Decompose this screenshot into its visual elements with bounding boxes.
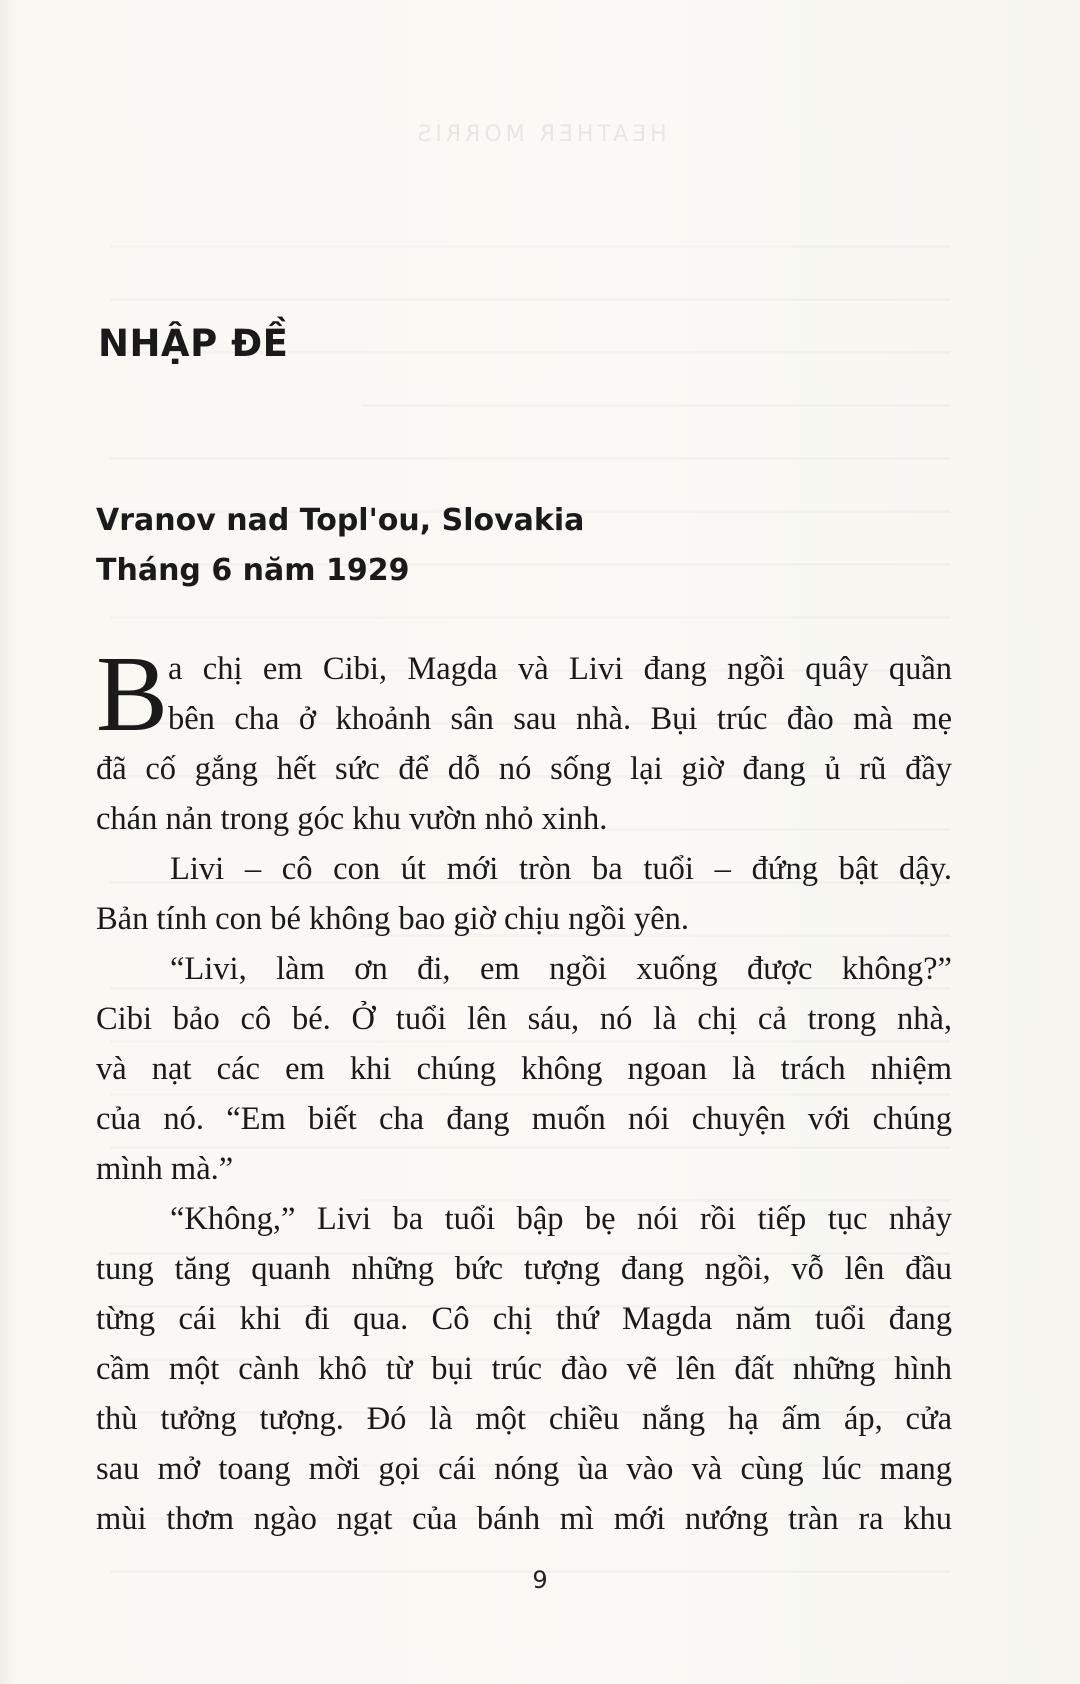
show-through-header: HEATHER MORRIS	[413, 122, 667, 147]
body-line: chán nản trong góc khu vườn nhỏ xinh.	[96, 801, 608, 837]
body-line: “Không,” Livi ba tuổi bập bẹ nói rồi tiếp tục nhảy	[170, 1201, 952, 1237]
body-line-text: a chị em Cibi, Magda và Livi đang ngồi quây quần	[168, 651, 952, 687]
show-through-line	[110, 195, 950, 248]
body-line: và nạt các em khi chúng không ngoan là trách nhiệm	[96, 1051, 952, 1087]
page-number: 9	[532, 1566, 548, 1594]
show-through-line	[110, 407, 950, 460]
drop-cap: B	[96, 635, 169, 754]
body-line: mùi thơm ngào ngạt của bánh mì mới nướng tràn ra khu	[96, 1501, 952, 1537]
chapter-heading: NHẬP ĐỀ	[98, 322, 289, 365]
body-line: sau mở toang mời gọi cái nóng ùa vào và cùng lúc mang	[96, 1451, 952, 1487]
body-line: Cibi bảo cô bé. Ở tuổi lên sáu, nó là chị cả trong nhà,	[96, 1001, 952, 1037]
show-through-line	[110, 248, 950, 301]
body-line: Bản tính con bé không bao giờ chịu ngồi yên.	[96, 901, 690, 937]
show-through-line	[362, 354, 950, 407]
place-and-date	[96, 496, 584, 596]
body-line: mình mà.”	[96, 1151, 234, 1187]
body-line: cầm một cành khô từ bụi trúc đào vẽ lên đất những hình	[96, 1351, 952, 1387]
body-line: bên cha ở khoảnh sân sau nhà. Bụi trúc đào mà mẹ	[168, 701, 952, 737]
body-line: tung tăng quanh những bức tượng đang ngồi, vỗ lên đầu	[96, 1251, 952, 1287]
body-text	[96, 635, 952, 1544]
body-line: đã cố gắng hết sức để dỗ nó sống lại giờ đang ủ rũ đầy	[96, 751, 952, 787]
date-line: Tháng 6 năm 1929	[96, 553, 410, 588]
location-line: Vranov nad Topl'ou, Slovakia	[96, 503, 585, 538]
body-line: Livi – cô con út mới tròn ba tuổi – đứng bật dậy.	[170, 851, 952, 887]
body-line: của nó. “Em biết cha đang muốn nói chuyện với chúng	[96, 1101, 952, 1137]
body-line: “Livi, làm ơn đi, em ngồi xuống được không?”	[170, 951, 952, 987]
body-line: từng cái khi đi qua. Cô chị thứ Magda năm tuổi đang	[96, 1301, 952, 1337]
body-line: thù tưởng tượng. Đó là một chiều nắng hạ ấm áp, cửa	[96, 1401, 952, 1437]
